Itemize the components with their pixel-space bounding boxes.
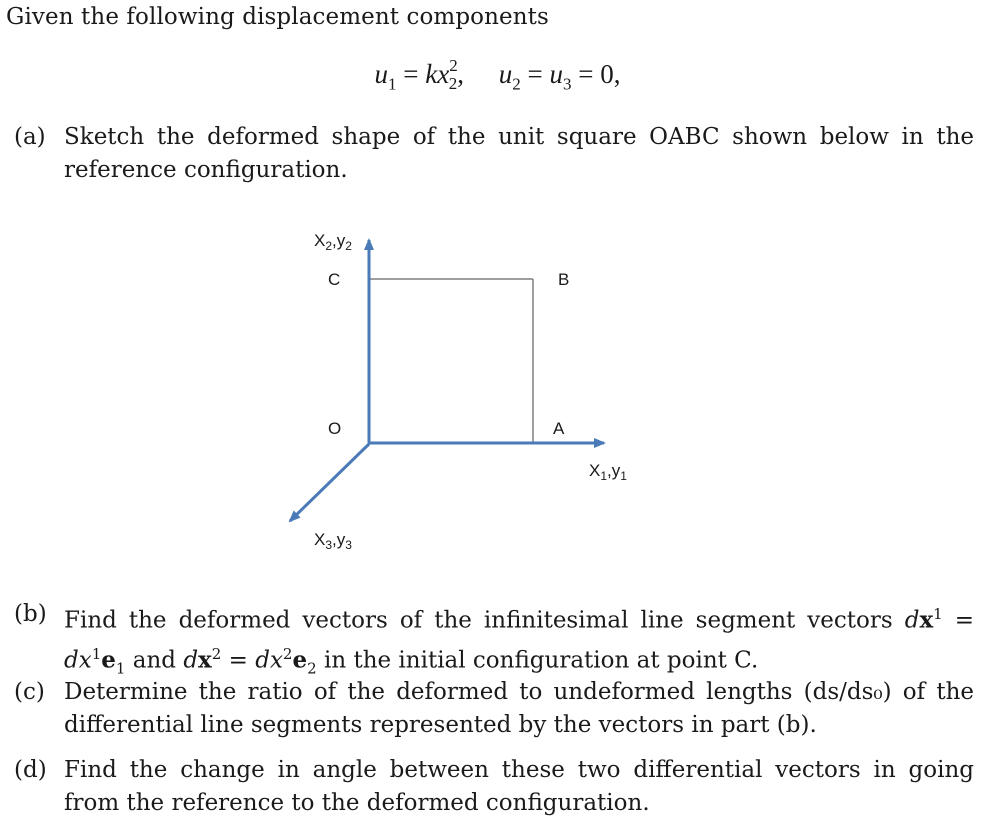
point-c-label: C [328,270,341,289]
x3-axis-arrow [290,444,369,521]
part-b-label: (b) [14,601,47,627]
u1-rhs-subscript: 2 [448,74,458,94]
part-a-text: Sketch the deformed shape of the unit square OABC shown below in the reference configuration. [64,124,974,183]
point-b-label: B [558,270,570,289]
u1-symbol: u [374,59,389,89]
x2-y2-axis-label: $X_2,y_2$ [314,231,352,253]
part-b-text-2: and [132,647,176,674]
u2-symbol: u [498,59,513,89]
x3-y3-axis-label: $X_3,y_3$ [314,530,352,552]
part-c-label: (c) [14,679,45,705]
x1-y1-axis-label: $X_1,y_1$ [589,461,627,483]
part-b-text-1: Find the deformed vectors of the infinitesimal line segment vectors [64,607,893,634]
part-d-label: (d) [14,757,47,783]
point-o-label: O [328,419,342,438]
u1-rhs-exponent: 2 [449,56,458,75]
u3-symbol: u [549,59,563,89]
part-c [14,676,974,742]
part-d-text: Find the change in angle between these two differential vectors in going from the reference to the deformed configuration. [64,757,974,816]
part-b-text-3: in the initial configuration at point C. [323,647,759,674]
u2-subscript: 2 [512,74,521,94]
u3-subscript: 3 [562,74,572,94]
part-a-label: (a) [14,124,46,150]
part-b-text: Find the deformed vectors of the infinitesimal line segment vectors $dx^1 = dx^1e_1$ and $dx^2 = dx^2e_2$ in the initial configuration at point C. [64,605,974,677]
u1-subscript: 1 [388,74,397,94]
part-d [14,754,974,820]
zero-value: 0, [600,59,621,89]
part-b [14,598,974,685]
intro-text: Given the following displacement components [6,4,549,30]
u1-rhs: kx [425,59,450,89]
point-a-label: A [553,419,565,438]
displacement-equation: $u_1 = kx^2_2$, $u_2 = u_3 = 0$, [374,56,621,94]
part-c-text: Determine the ratio of the deformed to undeformed lengths (ds/ds₀) of the differential line segments represented by the vectors in part (b). [64,679,974,738]
